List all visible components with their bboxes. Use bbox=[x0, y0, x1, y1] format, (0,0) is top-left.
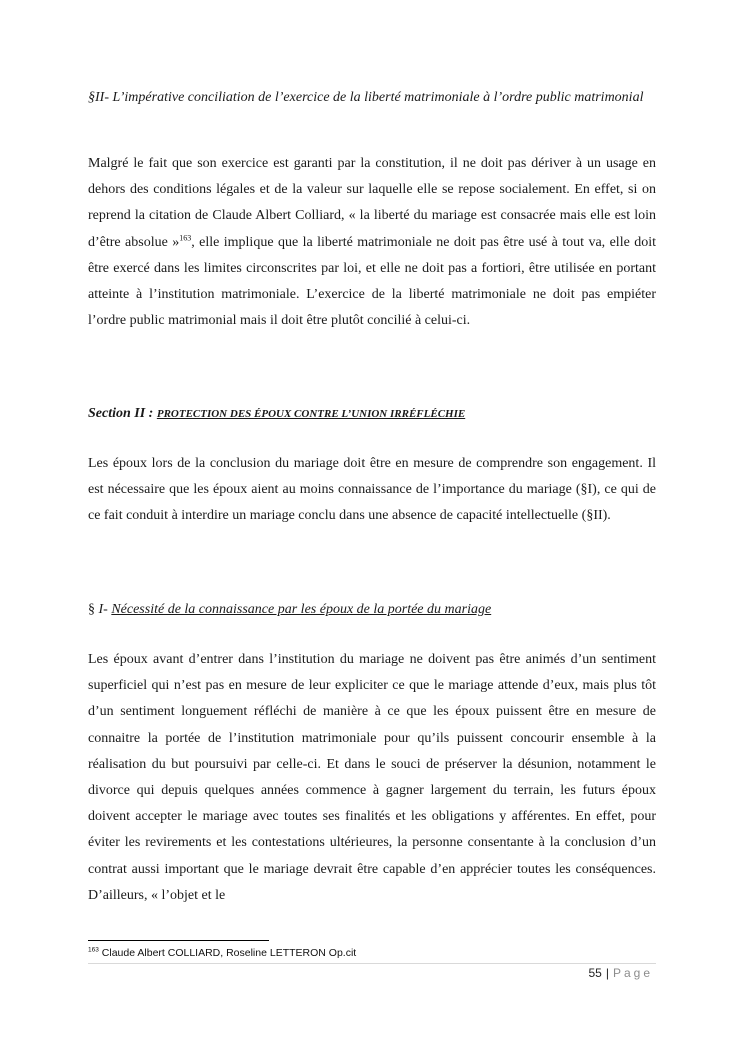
paragraph-text-before-note: Malgré le fait que son exercice est garanti par la constitution, il ne doit pas dériver à un usage en dehors des conditions légales et de la valeur sur laquelle elle se repose socialement. En effet, si on reprend la citation de Claude Albert Colliard, « la liberté du mariage est consacrée mais elle est loin d’être absolue » bbox=[88, 156, 656, 250]
footnote-number: 163 bbox=[88, 946, 99, 954]
footnote bbox=[88, 947, 356, 959]
paragraph-title: Nécessité de la connaissance par les époux de la portée du mariage bbox=[111, 602, 492, 617]
page-label: Page bbox=[612, 966, 653, 980]
footnote-divider bbox=[88, 940, 269, 941]
footnote-text: Claude Albert COLLIARD, Roseline LETTERON Op.cit bbox=[98, 947, 357, 959]
footer-divider bbox=[88, 963, 656, 964]
paragraph-symbol: § bbox=[88, 602, 99, 617]
paragraph-necessite-connaissance: Les époux avant d’entrer dans l’institution du mariage ne doivent pas être animés d’un sentiment superficiel qui n’est pas en mesure de leur expliciter ce que le mariage attende d’eux, mais plus tôt d’un sentiment longuement réfléchi de manière à ce que les époux puissent être en mesure de connaitre la portée de l’institution matrimoniale pour qu’ils puissent concourir ensemble à la réalisation du but poursuivi par celle-ci. Et dans le souci de préserver la désunion, notamment le divorce qui depuis quelques années commence à gagner largement du terrain, les futurs époux doivent accepter le mariage avec toutes ses finalités et les obligations y afférentes. En effet, pour éviter les revirements et les contestations ultérieures, la personne consentante à la conclusion d’un contrat aussi important que le mariage devrait être capable d’en apprécier toutes les conséquences. D’ailleurs, « l’objet et le bbox=[88, 652, 656, 903]
paragraph-number: I- bbox=[98, 602, 112, 617]
page-separator: | bbox=[605, 966, 609, 980]
page-footer bbox=[588, 966, 653, 980]
footnote-reference[interactable]: 163 bbox=[179, 232, 192, 242]
subsection-heading: §II- L’impérative conciliation de l’exercice de la liberté matrimoniale à l’ordre public matrimonial bbox=[88, 90, 644, 105]
paragraph-text-after-note: , elle implique que la liberté matrimoniale ne doit pas être usé à tout va, elle doit être exercé dans les limites circonscrites par loi, et elle ne doit pas a fortiori, être utilisée en portant atteinte à l’institution matrimoniale. L’exercice de la liberté matrimoniale ne doit pas empiéter l’ordre public matrimonial mais il doit être plutôt concilié à celui-ci. bbox=[88, 234, 656, 329]
section-prefix: Section II : bbox=[88, 406, 157, 421]
paragraph-liberte-matrimoniale bbox=[88, 151, 656, 334]
section-title: PROTECTION DES ÉPOUX CONTRE L’UNION IRRÉFLÉCHIE bbox=[156, 408, 466, 420]
paragraph-section-intro: Les époux lors de la conclusion du mariage doit être en mesure de comprendre son engagement. Il est nécessaire que les époux aient au moins connaissance de l’importance du mariage (§I), ce qui de ce fait conduit à interdire un mariage conclu dans une absence de capacité intellectuelle (§II). bbox=[88, 456, 656, 524]
page-number: 55 bbox=[588, 966, 602, 980]
section-heading bbox=[88, 406, 465, 422]
paragraph-heading bbox=[88, 602, 491, 618]
